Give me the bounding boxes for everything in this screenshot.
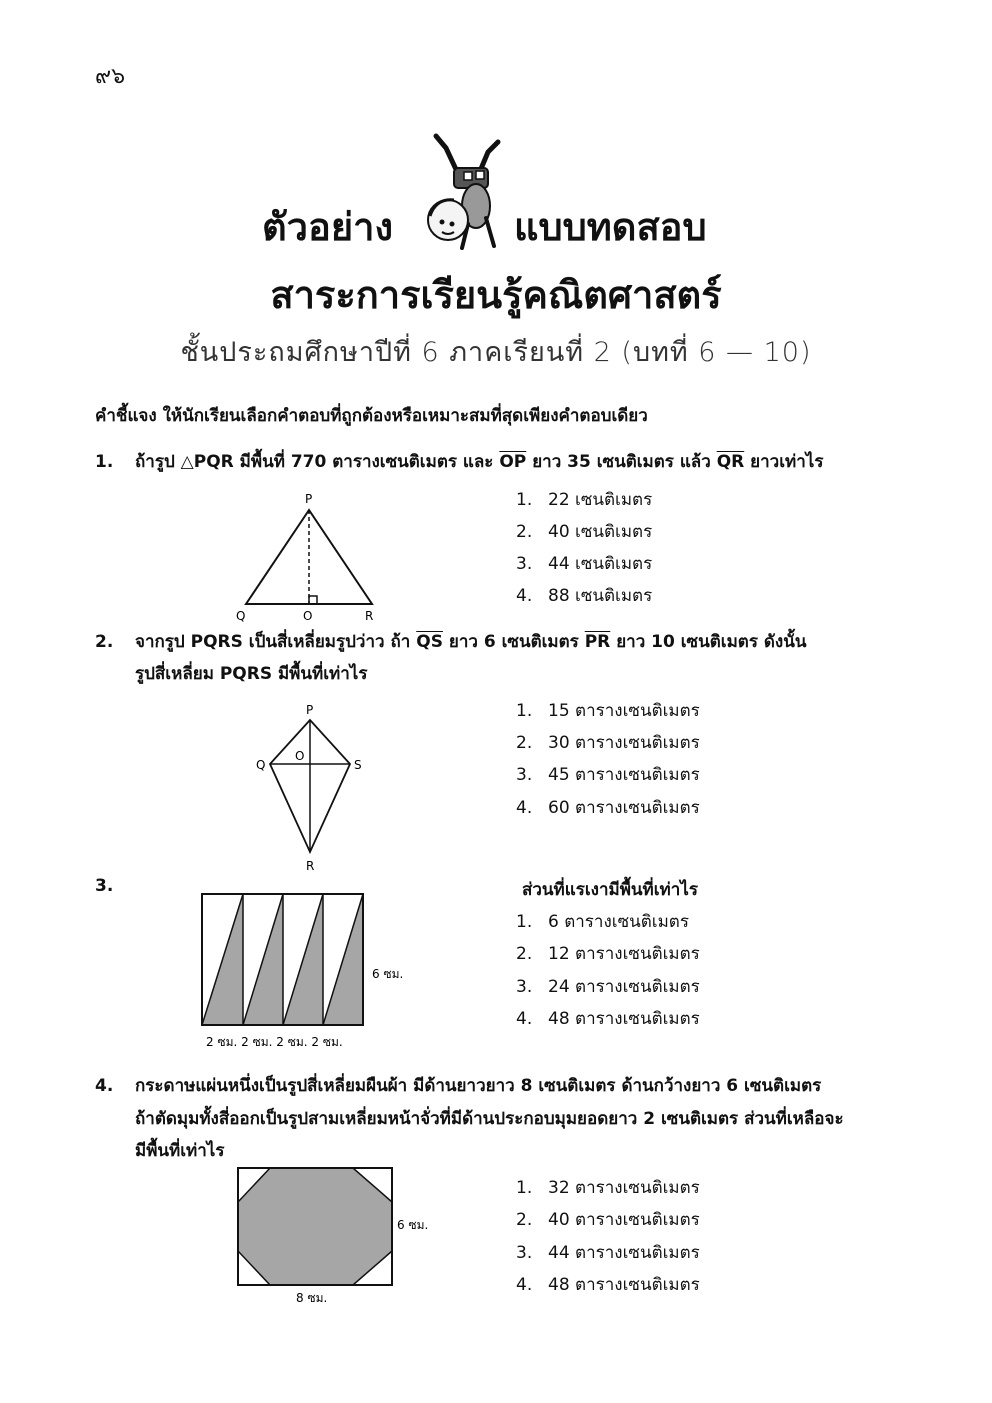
q1-choice-2-number: 2. (516, 522, 533, 542)
q1-segment-qr: $\overline{QR}$ (716, 452, 745, 472)
q3-choice-2-number: 2. (516, 944, 533, 964)
q2-choice-1-text: 15 ตารางเซนติเมตร (548, 701, 700, 721)
q4-choice-3-number: 3. (516, 1243, 533, 1263)
q1-choice-2-text: 40 เซนติเมตร (548, 522, 653, 542)
q4-choice-3[interactable] (516, 1239, 700, 1266)
q2-choice-4-text: 60 ตารางเซนติเมตร (548, 798, 700, 818)
q3-choice-2[interactable] (516, 940, 700, 967)
q3-choice-4-text: 48 ตารางเซนติเมตร (548, 1009, 700, 1029)
q1-label-q: Q (236, 609, 246, 623)
q1-text-part2: ยาว 35 เซนติเมตร แล้ว (532, 452, 711, 472)
title-right: แบบทดสอบ (514, 205, 707, 249)
q3-choice-3-text: 24 ตารางเซนติเมตร (548, 977, 700, 997)
q4-choice-4[interactable] (516, 1271, 700, 1298)
q2-choice-3-number: 3. (516, 765, 533, 785)
q1-triangle-figure (226, 488, 386, 626)
q2-choice-3-text: 45 ตารางเซนติเมตร (548, 765, 700, 785)
q4-choice-4-text: 48 ตารางเซนติเมตร (548, 1275, 700, 1295)
q1-text-part3: ยาวเท่าไร (750, 452, 824, 472)
q1-text (135, 446, 823, 478)
q3-choice-1-number: 1. (516, 912, 533, 932)
q2-choice-2-text: 30 ตารางเซนติเมตร (548, 733, 700, 753)
q1-choice-2[interactable] (516, 518, 652, 545)
q4-choice-1[interactable] (516, 1174, 700, 1201)
q2-label-q: Q (256, 758, 266, 772)
mascot-illustration (418, 128, 510, 260)
q1-label-o: O (303, 609, 313, 623)
q3-choice-4[interactable] (516, 1005, 700, 1032)
q4-figure-drawing (230, 1162, 450, 1308)
q1-choice-3-text: 44 เซนติเมตร (548, 554, 653, 574)
q2-kite-figure (248, 700, 378, 878)
subtitle: ชั้นประถมศึกษาปีที่ 6 ภาคเรียนที่ 2 (บทที่ 6 — 10) (180, 337, 812, 368)
q2-choice-3[interactable] (516, 761, 700, 788)
q3-choice-1[interactable] (516, 908, 689, 935)
q4-choice-1-text: 32 ตารางเซนติเมตร (548, 1178, 700, 1198)
q3-height-label: 6 ซม. (372, 967, 404, 981)
q4-choice-1-number: 1. (516, 1178, 533, 1198)
q2-label-s: S (354, 758, 362, 772)
q1-text-part1: ถ้ารูป △PQR มีพื้นที่ 770 ตารางเซนติเมตร และ (135, 452, 494, 472)
q4-choice-2-text: 40 ตารางเซนติเมตร (548, 1210, 700, 1230)
q2-choice-1-number: 1. (516, 701, 533, 721)
q3-choice-3-number: 3. (516, 977, 533, 997)
q2-choice-4-number: 4. (516, 798, 533, 818)
q2-text-line2: รูปสี่เหลี่ยม PQRS มีพื้นที่เท่าไร (135, 664, 368, 684)
q1-choice-4-number: 4. (516, 586, 533, 606)
q1-label-r: R (365, 609, 374, 623)
q3-choice-3[interactable] (516, 973, 700, 1000)
q1-right-angle-mark (309, 596, 317, 604)
q4-octagon-remaining-area (238, 1168, 392, 1285)
q4-choice-2-number: 2. (516, 1210, 533, 1230)
q4-choice-2[interactable] (516, 1206, 700, 1233)
q2-text (135, 626, 806, 658)
q3-width-label: 2 ซม. 2 ซม. 2 ซม. 2 ซม. (206, 1035, 343, 1049)
q2-text-part1: จากรูป PQRS เป็นสี่เหลี่ยมรูปว่าว ถ้า (135, 632, 411, 652)
q2-label-r: R (306, 859, 315, 873)
q4-height-label: 6 ซม. (397, 1218, 429, 1232)
q4-number: 4. (95, 1076, 114, 1096)
q3-choice-1-text: 6 ตารางเซนติเมตร (548, 912, 689, 932)
q2-choice-4[interactable] (516, 794, 700, 821)
q1-choice-4[interactable] (516, 582, 652, 609)
q2-choice-2-number: 2. (516, 733, 533, 753)
q3-choice-4-number: 4. (516, 1009, 533, 1029)
q3-rectangle-figure (196, 888, 416, 1054)
title-line-2: สาระการเรียนรู้คณิตศาสตร์ (270, 273, 722, 317)
q1-choice-3[interactable] (516, 550, 652, 577)
q1-choice-4-text: 88 เซนติเมตร (548, 586, 653, 606)
q1-choice-1[interactable] (516, 486, 652, 513)
q2-label-p: P (306, 703, 314, 717)
q4-text-line3: มีพื้นที่เท่าไร (135, 1141, 225, 1161)
q1-segment-op: $\overline{OP}$ (499, 452, 527, 472)
q4-width-label: 8 ซม. (296, 1291, 328, 1305)
q2-text-part3: ยาว 10 เซนติเมตร ดังนั้น (616, 632, 807, 652)
title-left: ตัวอย่าง (262, 205, 393, 249)
page-number: ๙๖ (95, 64, 126, 89)
q4-text-line1: กระดาษแผ่นหนึ่งเป็นรูปสี่เหลี่ยมผืนผ้า มีด้านยาวยาว 8 เซนติเมตร ด้านกว้างยาว 6 เซนติเมตร (135, 1076, 822, 1096)
q4-choice-3-text: 44 ตารางเซนติเมตร (548, 1243, 700, 1263)
q2-choice-1[interactable] (516, 697, 700, 724)
q1-choice-3-number: 3. (516, 554, 533, 574)
q2-segment-qs: $\overline{QS}$ (416, 632, 443, 652)
q2-choice-2[interactable] (516, 729, 700, 756)
q3-number: 3. (95, 876, 114, 896)
q2-number: 2. (95, 632, 114, 652)
q4-text-line2: ถ้าตัดมุมทั้งสี่ออกเป็นรูปสามเหลี่ยมหน้าจั่วที่มีด้านประกอบมุมยอดยาว 2 เซนติเมตร ส่วนที่เหลือจะ (135, 1109, 844, 1129)
instructions: คำชี้แจง ให้นักเรียนเลือกคำตอบที่ถูกต้องหรือเหมาะสมที่สุดเพียงคำตอบเดียว (95, 406, 648, 426)
q3-choice-2-text: 12 ตารางเซนติเมตร (548, 944, 700, 964)
q1-label-p: P (305, 492, 313, 506)
q1-choice-1-number: 1. (516, 490, 533, 510)
q2-label-o: O (295, 749, 305, 763)
q3-question: ส่วนที่แรเงามีพื้นที่เท่าไร (522, 880, 698, 900)
q1-number: 1. (95, 452, 114, 472)
q1-choice-1-text: 22 เซนติเมตร (548, 490, 653, 510)
q4-choice-4-number: 4. (516, 1275, 533, 1295)
q2-text-part2: ยาว 6 เซนติเมตร (448, 632, 579, 652)
q2-segment-pr: $\overline{PR}$ (584, 632, 611, 652)
